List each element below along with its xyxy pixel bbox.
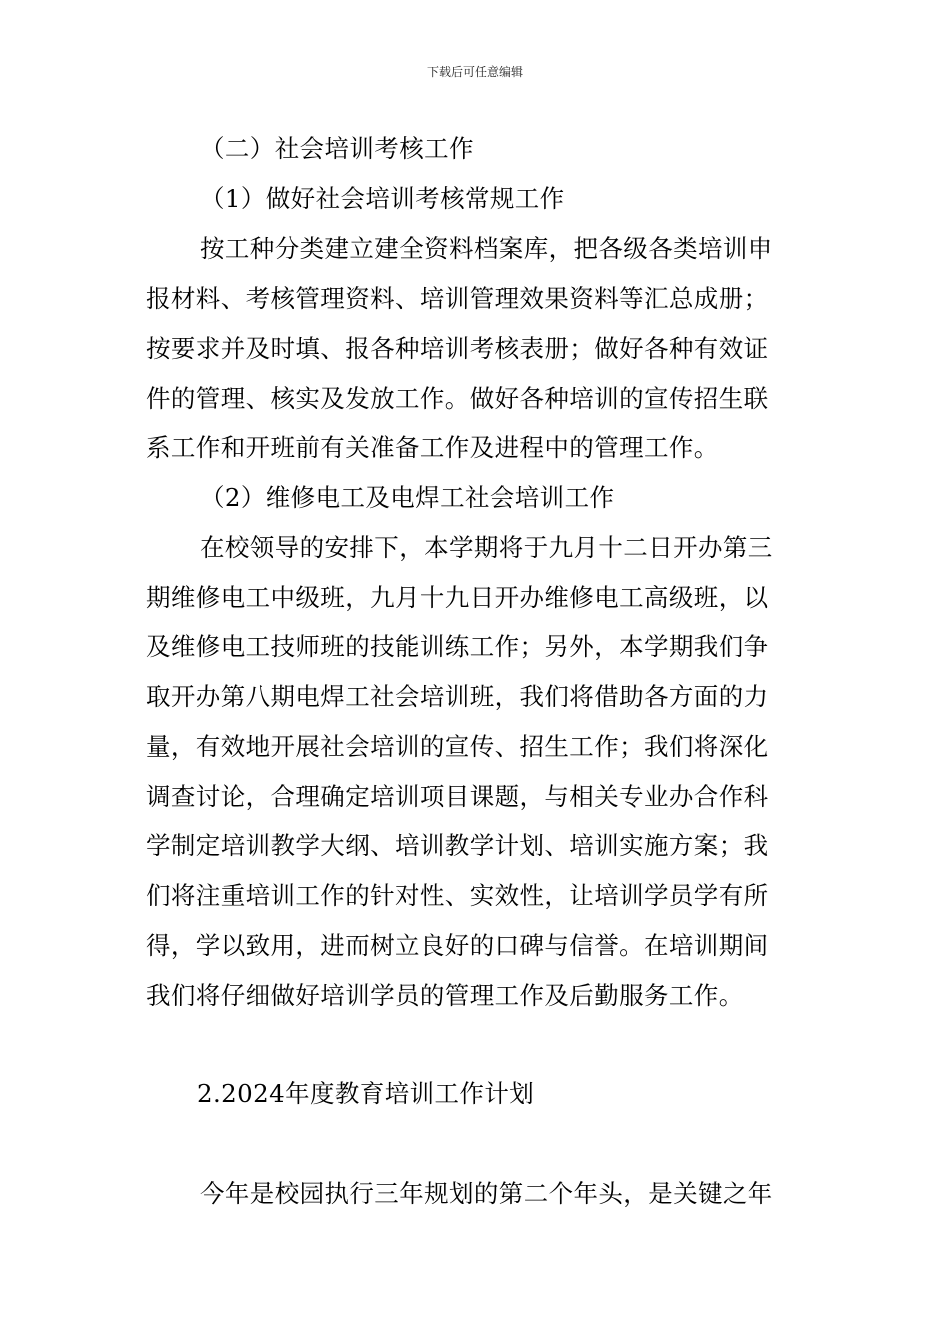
paragraph-line: 期维修电工中级班，九月十九日开办维修电工高级班，以 bbox=[146, 583, 769, 612]
paragraph-line: 学制定培训教学大纲、培训教学计划、培训实施方案；我 bbox=[146, 831, 769, 860]
paragraph-line: 们将注重培训工作的针对性、实效性，让培训学员学有所 bbox=[146, 881, 769, 910]
paragraph-line: 得，学以致用，进而树立良好的口碑与信誉。在培训期间 bbox=[146, 931, 769, 960]
paragraph-line: 量，有效地开展社会培训的宣传、招生工作；我们将深化 bbox=[146, 732, 769, 761]
paragraph-line: 件的管理、核实及发放工作。做好各种培训的宣传招生联 bbox=[146, 384, 769, 413]
plan-intro-line: 今年是校园执行三年规划的第二个年头，是关键之年 bbox=[200, 1179, 773, 1208]
paragraph-line: 报材料、考核管理资料、培训管理效果资料等汇总成册； bbox=[146, 284, 769, 313]
paragraph-line: 我们将仔细做好培训学员的管理工作及后勤服务工作。 bbox=[146, 981, 744, 1010]
paragraph-line: 系工作和开班前有关准备工作及进程中的管理工作。 bbox=[146, 433, 719, 462]
subsection-1-heading: （1）做好社会培训考核常规工作 bbox=[200, 184, 565, 213]
subsection-2-heading: （2）维修电工及电焊工社会培训工作 bbox=[200, 483, 615, 512]
paragraph-line: 按要求并及时填、报各种培训考核表册；做好各种有效证 bbox=[146, 334, 769, 363]
plan-heading: 2.2024年度教育培训工作计划 bbox=[197, 1079, 535, 1108]
paragraph-line: 及维修电工技师班的技能训练工作；另外，本学期我们争 bbox=[146, 632, 769, 661]
section-heading: （二）社会培训考核工作 bbox=[200, 134, 474, 163]
paragraph-line: 在校领导的安排下，本学期将于九月十二日开办第三 bbox=[200, 533, 773, 562]
page-header: 下载后可任意编辑 bbox=[426, 65, 523, 79]
paragraph-line: 取开办第八期电焊工社会培训班，我们将借助各方面的力 bbox=[146, 682, 769, 711]
paragraph-line: 按工种分类建立建全资料档案库，把各级各类培训申 bbox=[200, 234, 773, 263]
paragraph-line: 调查讨论，合理确定培训项目课题，与相关专业办合作科 bbox=[146, 782, 769, 811]
